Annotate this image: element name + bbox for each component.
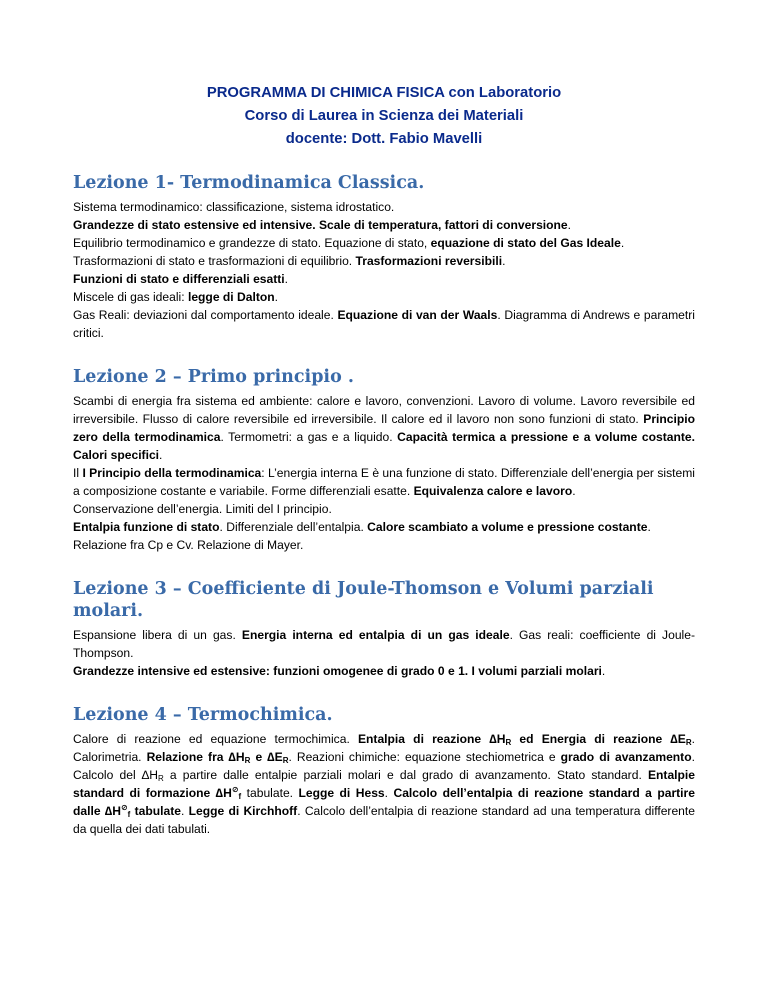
course-title: PROGRAMMA DI CHIMICA FISICA con Laboratorio bbox=[206, 85, 562, 101]
section-lezione-3 bbox=[73, 578, 695, 680]
paragraph: Relazione fra Cp e Cv. Relazione di Mayer. bbox=[73, 538, 304, 552]
paragraph: Funzioni di stato e differenziali esatti. bbox=[73, 272, 289, 286]
document-header bbox=[73, 82, 695, 151]
section-title: Lezione 4 – Termochimica. bbox=[73, 705, 333, 725]
paragraph: Trasformazioni di stato e trasformazioni di equilibrio. Trasformazioni reversibili. bbox=[73, 254, 506, 268]
paragraph: Espansione libera di un gas. Energia interna ed entalpia di un gas ideale. Gas reali: coefficiente di Joule-Thompson. bbox=[73, 628, 695, 660]
degree-title: Corso di Laurea in Scienza dei Materiali bbox=[244, 108, 524, 124]
section-lezione-4 bbox=[73, 704, 695, 838]
paragraph: Il I Principio della termodinamica: L’energia interna E è una funzione di stato. Differenziale dell’energia per sistemi a composizione costante e variabile. Forme differenziali esatte. Equivalenza calore e lavoro. bbox=[73, 466, 695, 498]
section-title: Lezione 1- Termodinamica Classica. bbox=[73, 173, 425, 193]
lecturer-name: docente: Dott. Fabio Mavelli bbox=[285, 131, 483, 147]
section-title: Lezione 3 – Coefficiente di Joule-Thomson e Volumi parziali molari. bbox=[73, 579, 654, 621]
paragraph: Gas Reali: deviazioni dal comportamento ideale. Equazione di van der Waals. Diagramma di Andrews e parametri critici. bbox=[73, 308, 695, 340]
section-title: Lezione 2 – Primo principio . bbox=[73, 367, 354, 387]
paragraph: Equilibrio termodinamico e grandezze di stato. Equazione di stato, equazione di stato del Gas Ideale. bbox=[73, 236, 625, 250]
paragraph: Sistema termodinamico: classificazione, sistema idrostatico. bbox=[73, 200, 395, 214]
paragraph: Calore di reazione ed equazione termochimica. Entalpia di reazione $\Delta H_R$ ed Energia di reazione $\Delta E_R$. Calorimetria. Relazione fra $\Delta H_R$ e $\Delta E_R$. Reazioni chimiche: equazione stechiometrica e grado di avanzamento. Calcolo del $\Delta H_R$ a partire dalle entalpie parziali molari e dal grado di avanzamento. Stato standard. Entalpie standard di formazione $\Delta H^⊘_f$ tabulate. Legge di Hess. Calcolo dell’entalpia di reazione standard a partire dalle $\Delta H^⊘_f$ tabulate. Legge di Kirchhoff. Calcolo dell’entalpia di reazione standard ad una temperatura differente da quella dei dati tabulati. bbox=[73, 732, 696, 836]
paragraph: Miscele di gas ideali: legge di Dalton. bbox=[73, 290, 279, 304]
paragraph: Grandezze intensive ed estensive: funzioni omogenee di grado 0 e 1. I volumi parziali molari. bbox=[73, 664, 606, 678]
paragraph: Entalpia funzione di stato. Differenziale dell’entalpia. Calore scambiato a volume e pressione costante. bbox=[73, 520, 651, 534]
section-lezione-2 bbox=[73, 366, 695, 554]
document-page bbox=[73, 82, 695, 862]
paragraph: Conservazione dell’energia. Limiti del I principio. bbox=[73, 502, 332, 516]
paragraph: Grandezze di stato estensive ed intensive. Scale di temperatura, fattori di conversione. bbox=[73, 218, 572, 232]
paragraph: Scambi di energia fra sistema ed ambiente: calore e lavoro, convenzioni. Lavoro di volume. Lavoro reversibile ed irreversibile. Flusso di calore reversibile ed irreversibile. Il calore ed il lavoro non sono funzioni di stato. Principio zero della termodinamica. Termometri: a gas e a liquido. Capacità termica a pressione e a volume costante. Calori specifici. bbox=[73, 394, 695, 462]
section-lezione-1 bbox=[73, 172, 695, 342]
